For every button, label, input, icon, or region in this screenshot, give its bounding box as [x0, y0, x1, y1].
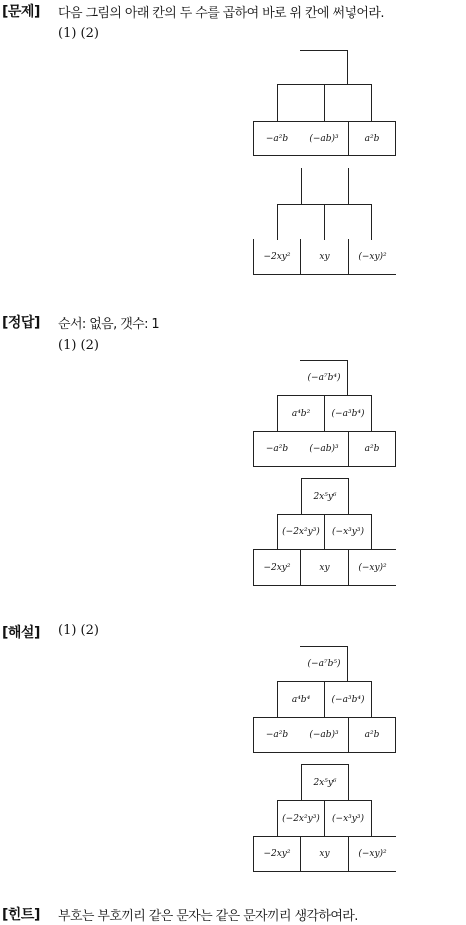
p1-bottom-cell-1: −a²b	[265, 133, 289, 144]
e2-bottom-cell-2: xy	[319, 849, 330, 859]
a2-top-cell: 2x⁵y⁶	[313, 491, 337, 502]
a2-bottom-cell-1: −2xy²	[263, 562, 291, 573]
e1-bottom-cell-1: −a²b	[265, 730, 289, 740]
p1-bottom-cell-3: a²b	[364, 133, 380, 144]
a2-bottom-cell-2: xy	[319, 562, 330, 573]
e2-mid-cell-2: (−x³y³)	[332, 813, 364, 824]
a2-mid-cell-1: (−2x²y³)	[282, 527, 320, 537]
p2-bottom-cell-1: −2xy²	[263, 252, 291, 262]
e1-bottom-cell-3: a²b	[364, 730, 380, 740]
hint-tag: [힌트]	[2, 907, 40, 923]
explanation-parts: (1) (2)	[58, 623, 99, 638]
e2-bottom-cell-3: (−xy)²	[358, 849, 387, 859]
answer-parts: (1) (2)	[58, 338, 99, 353]
a1-top-cell: (−a⁷b⁴)	[307, 373, 341, 383]
a1-bottom-cell-2: (−ab)³	[309, 444, 339, 454]
problem-tag: [문제]	[2, 4, 40, 20]
answer-meta: 순서: 없음, 갯수: 1	[58, 317, 160, 332]
problem-text: 다음 그림의 아래 칸의 두 수를 곱하여 바로 위 칸에 써넣어라.	[58, 6, 384, 21]
problem-parts: (1) (2)	[58, 26, 99, 41]
p2-bottom-cell-3: (−xy)²	[358, 252, 387, 262]
a1-bottom-cell-3: a²b	[364, 444, 380, 454]
p1-bottom-cell-2: (−ab)³	[309, 133, 339, 144]
e2-mid-cell-1: (−2x²y³)	[282, 813, 320, 824]
e1-mid-cell-2: (−a³b⁴)	[331, 694, 365, 705]
a2-bottom-cell-3: (−xy)²	[358, 562, 387, 573]
a1-bottom-cell-1: −a²b	[265, 444, 289, 454]
a1-mid-cell-2: (−a³b⁴)	[331, 408, 365, 419]
answer-tag: [정답]	[2, 315, 40, 331]
e1-bottom-cell-2: (−ab)³	[309, 730, 339, 740]
a1-mid-cell-1: a⁴b²	[291, 408, 311, 419]
e1-top-cell: (−a⁷b⁵)	[307, 659, 341, 669]
p2-bottom-cell-2: xy	[319, 252, 330, 262]
explanation-tag: [해설]	[2, 625, 40, 641]
e1-mid-cell-1: a⁴b⁴	[291, 694, 311, 705]
hint-text: 부호는 부호끼리 같은 문자는 같은 문자끼리 생각하여라.	[58, 909, 358, 924]
e2-bottom-cell-1: −2xy²	[263, 849, 291, 859]
e2-top-cell: 2x⁵y⁶	[313, 777, 337, 788]
a2-mid-cell-2: (−x³y³)	[332, 527, 364, 537]
